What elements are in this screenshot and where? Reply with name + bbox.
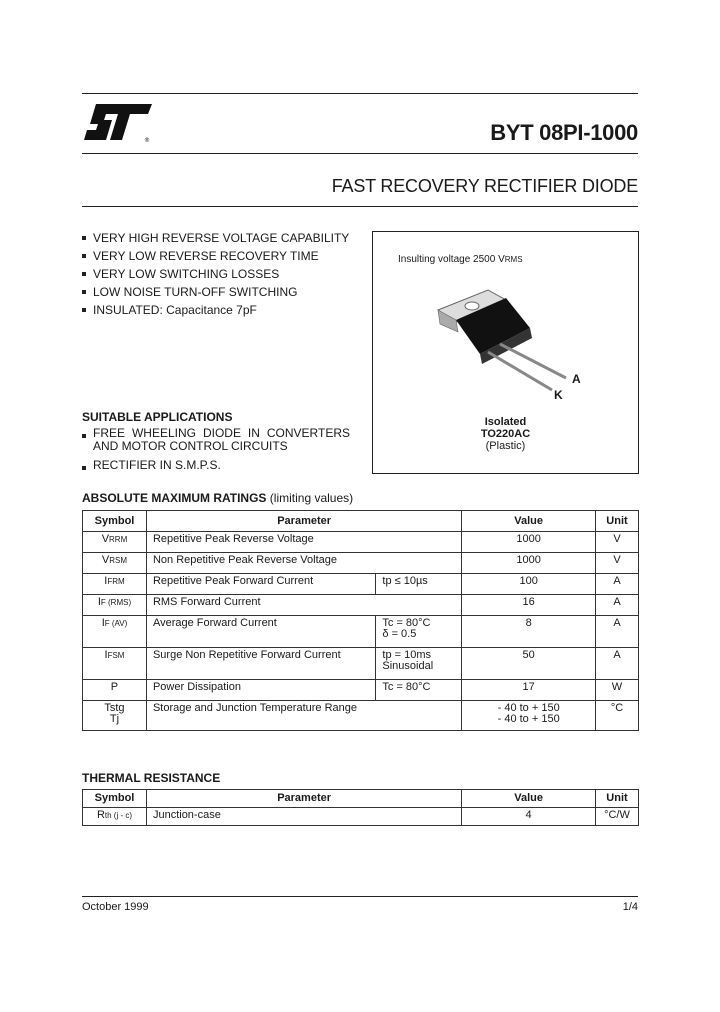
symbol-sub: RSM [109,556,128,565]
table-header-row [83,790,639,808]
insulating-voltage [398,254,523,265]
unit-cell: °C/W [595,808,638,826]
header-unit: Unit [595,790,638,808]
table-row [83,680,639,701]
symbol-cell [83,595,147,616]
value-cell: 1000 [462,553,596,574]
abs-max-title [82,491,353,505]
package-box [372,231,639,474]
parameter-cell: Repetitive Peak Forward Current [146,574,375,595]
unit-cell: A [596,574,639,595]
value-cell: 16 [462,595,596,616]
symbol-sub: F (AV) [104,619,128,628]
page-subtitle: FAST RECOVERY RECTIFIER DIODE [331,176,638,196]
table-row [83,595,639,616]
condition-line: Sinusoidal [382,660,434,672]
parameter-cell: RMS Forward Current [146,595,461,616]
list-item: FREE WHEELING DIODE IN CONVERTERS AND MOTOR CONTROL CIRCUITS [82,427,350,453]
footer-date: October 1999 [82,901,149,913]
parameter-cell: Junction-case [146,808,461,826]
symbol-text: R [96,809,105,821]
symbol-sub: th (j - c) [104,811,132,820]
table-row [83,616,639,648]
thermal-table [82,789,639,826]
symbol-sub: FSM [107,651,125,660]
header-parameter: Parameter [146,511,461,532]
unit-cell: °C [596,701,639,731]
condition-line: δ = 0.5 [382,628,417,640]
value-line: - 40 to + 150 [497,713,560,725]
value-cell: 50 [462,648,596,680]
table-row [83,701,639,731]
symbol-cell [83,532,147,553]
value-cell [462,701,596,731]
condition-cell [376,648,462,680]
thermal-title: THERMAL RESISTANCE [82,771,221,785]
unit-cell: W [596,680,639,701]
parameter-cell: Storage and Junction Temperature Range [146,701,461,731]
condition-line: Tc = 80°C [382,617,431,629]
insulating-voltage-sub: RMS [504,255,523,264]
value-cell: 17 [462,680,596,701]
symbol-cell [83,553,147,574]
value-cell: 1000 [462,532,596,553]
parameter-cell: Power Dissipation [146,680,375,701]
insulating-voltage-text: Insulting voltage 2500 V [398,254,505,265]
applications-title: SUITABLE APPLICATIONS [82,410,233,424]
list-item: LOW NOISE TURN-OFF SWITCHING [82,283,372,301]
header-value: Value [462,511,596,532]
symbol-text: I [101,617,105,629]
header-symbol: Symbol [83,511,147,532]
unit-cell: A [596,595,639,616]
lead-a-label: A [572,372,581,386]
value-cell: 8 [462,616,596,648]
to220-package-drawing [428,282,588,402]
value-cell: 4 [462,808,596,826]
condition-line: tp = 10ms [382,649,431,661]
symbol-cell [83,648,147,680]
header-value: Value [462,790,596,808]
table-row [83,532,639,553]
symbol-text: V [101,554,110,566]
table-row [83,574,639,595]
list-item: INSULATED: Capacitance 7pF [82,301,372,319]
list-item: VERY LOW REVERSE RECOVERY TIME [82,247,372,265]
package-label-line2: TO220AC [480,428,531,440]
unit-cell: V [596,553,639,574]
top-rule [82,93,638,94]
header-parameter: Parameter [146,790,461,808]
condition-cell: Tc = 80°C [376,680,462,701]
unit-cell: A [596,616,639,648]
table-header-row [83,511,639,532]
condition-cell [376,616,462,648]
svg-text:®: ® [144,137,150,144]
symbol-text: P [110,681,119,693]
table-row [83,553,639,574]
part-number: BYT 08PI-1000 [490,120,638,145]
abs-max-title-text: ABSOLUTE MAXIMUM RATINGS [82,491,267,505]
abs-max-table [82,510,639,731]
symbol-text: I [104,649,108,661]
parameter-cell: Average Forward Current [146,616,375,648]
symbol-text: I [97,596,101,608]
abs-max-title-note: (limiting values) [269,491,354,505]
symbol-text: V [101,533,110,545]
feature-list [82,229,372,319]
symbol-sub: FRM [107,577,125,586]
lead-k-label: K [554,388,563,402]
list-item: VERY LOW SWITCHING LOSSES [82,265,372,283]
value-line: - 40 to + 150 [497,702,560,714]
symbol-text: Tstg [104,702,125,714]
package-label [373,416,638,452]
footer-page: 1/4 [622,901,638,913]
title-rule [82,153,638,154]
symbol-text: Tj [109,713,120,725]
package-label-line3: (Plastic) [485,440,526,452]
symbol-cell [83,701,147,731]
symbol-cell [83,808,147,826]
header-symbol: Symbol [83,790,147,808]
footer-rule [82,896,638,897]
value-cell: 100 [462,574,596,595]
list-item: RECTIFIER IN S.M.P.S. [82,459,350,472]
list-item: VERY HIGH REVERSE VOLTAGE CAPABILITY [82,229,372,247]
table-row [83,648,639,680]
st-logo [82,100,154,144]
table-row [83,808,639,826]
applications-list [82,427,350,472]
symbol-cell [83,680,147,701]
unit-cell: V [596,532,639,553]
parameter-cell: Surge Non Repetitive Forward Current [146,648,375,680]
package-label-line1: Isolated [484,416,527,428]
symbol-sub: F (RMS) [100,598,132,607]
parameter-cell: Non Repetitive Peak Reverse Voltage [146,553,461,574]
condition-cell: tp ≤ 10µs [376,574,462,595]
symbol-text: I [104,575,108,587]
header-unit: Unit [596,511,639,532]
symbol-cell [83,574,147,595]
subtitle-rule [82,206,638,207]
unit-cell: A [596,648,639,680]
symbol-sub: RRM [109,535,128,544]
symbol-cell [83,616,147,648]
parameter-cell: Repetitive Peak Reverse Voltage [146,532,461,553]
